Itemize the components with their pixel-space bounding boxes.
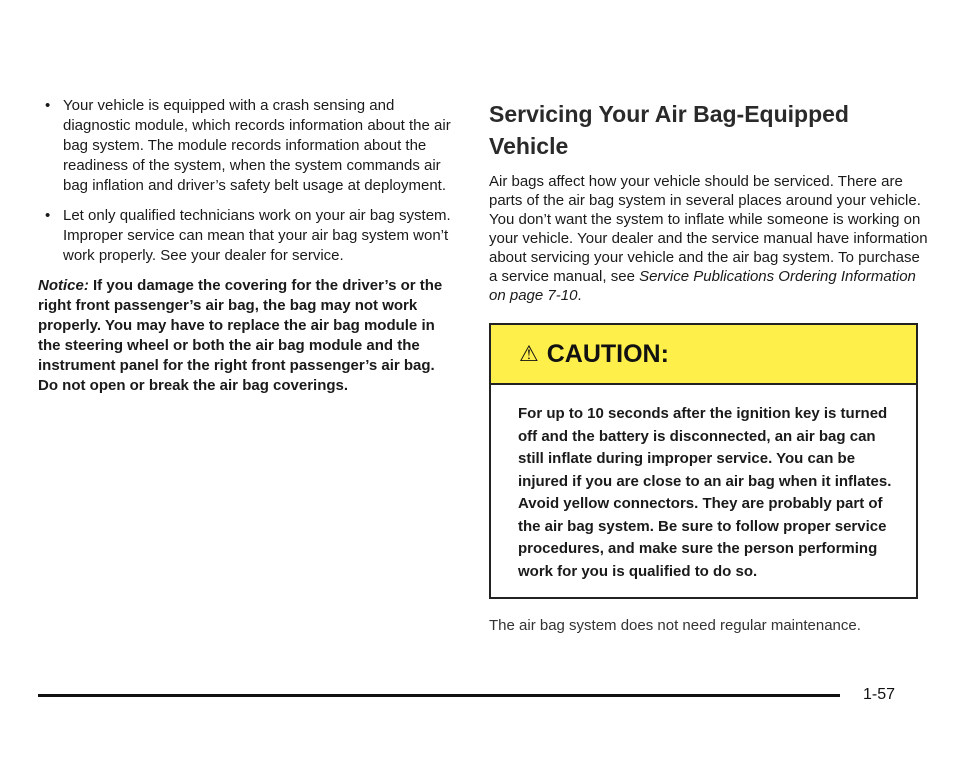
paragraph-end: . bbox=[577, 287, 582, 304]
page-number: 1-57 bbox=[863, 686, 896, 703]
servicing-paragraph-text: Air bags affect how your vehicle should be serviced. There are parts of the air bag system in several places around your vehicle. You don’t want the system to inflate while someone is working on your vehicle. Your dealer and the service manual have information about servicing your vehicle and the air bag system. To purchase a service manual, see bbox=[489, 173, 928, 285]
bullet-dot-icon: • bbox=[45, 97, 51, 114]
left-column bbox=[38, 96, 458, 396]
caution-box bbox=[489, 323, 918, 599]
servicing-paragraph bbox=[489, 172, 929, 305]
bullet-text: Your vehicle is equipped with a crash sensing and diagnostic module, which records information about the air bag system. The module records information about the readiness of the system, when the system commands air bag inflation and driver’s safety belt usage at deployment. bbox=[63, 97, 451, 194]
maintenance-note: The air bag system does not need regular maintenance. bbox=[489, 617, 861, 634]
right-column bbox=[489, 98, 929, 636]
notice-paragraph bbox=[38, 276, 458, 396]
bullet-dot-icon: • bbox=[45, 207, 51, 224]
footer-rule bbox=[38, 694, 840, 697]
bullet-item-crash-module bbox=[38, 96, 458, 196]
notice-label: Notice: bbox=[38, 277, 89, 294]
warning-triangle-icon: ⚠ bbox=[519, 341, 539, 366]
bullet-text: Let only qualified technicians work on your air bag system. Improper service can mean that your air bag system won’t work properly. See your dealer for service. bbox=[63, 207, 451, 264]
caution-header bbox=[491, 325, 916, 385]
bullet-item-technicians bbox=[38, 206, 458, 266]
service-publications-reference: Service Publications Ordering Information on page 7-10 bbox=[489, 268, 916, 304]
section-heading: Servicing Your Air Bag-Equipped Vehicle bbox=[489, 101, 849, 159]
caution-title: CAUTION: bbox=[546, 339, 669, 368]
notice-text: If you damage the covering for the driver’s or the right front passenger’s air bag, the bag may not work properly. You may have to replace the air bag module in the steering wheel or both the air bag module and the instrument panel for the right front passenger’s air bag. Do not open or break the air bag coverings. bbox=[38, 277, 443, 394]
caution-text: For up to 10 seconds after the ignition key is turned off and the battery is disconnected, an air bag can still inflate during improper service. You can be injured if you are close to an air bag when it inflates. Avoid yellow connectors. They are probably part of the air bag system. Be sure to follow proper service procedures, and make sure the person performing work for you is qualified to do so. bbox=[518, 405, 892, 580]
